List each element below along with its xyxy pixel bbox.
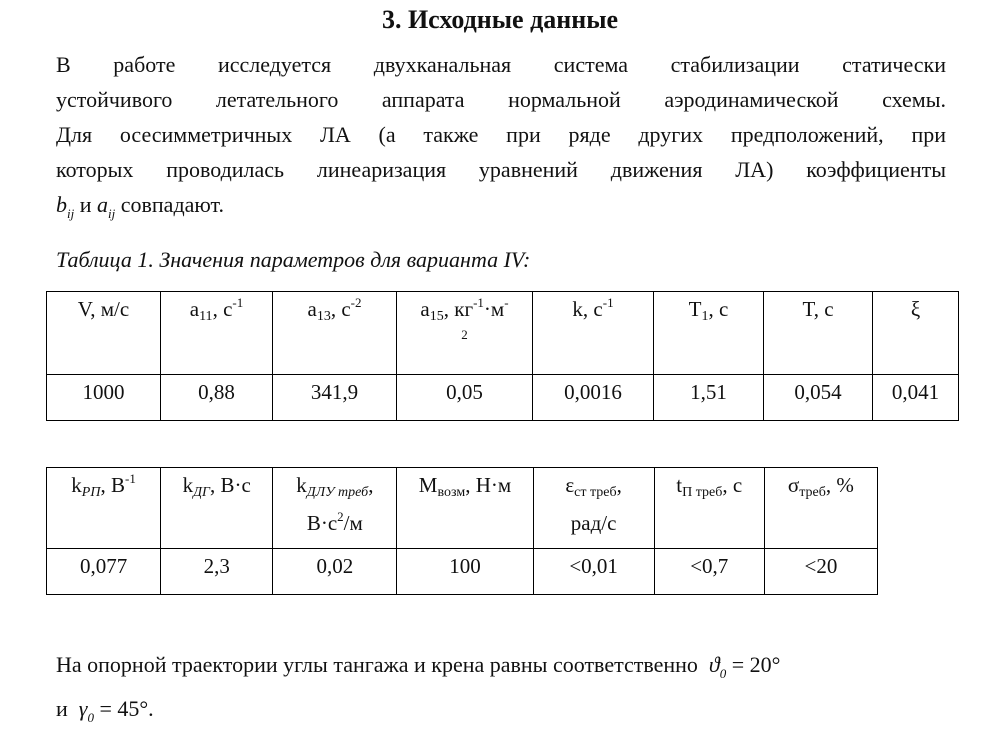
intro-line-4: которых проводилась линеаризация уравнений движения ЛА) коэффициенты	[56, 157, 946, 182]
cell-eps: <0,01	[533, 549, 654, 595]
cell-k: 0,0016	[533, 375, 654, 421]
theta-value: = 20°	[731, 652, 781, 677]
header-k-rp: kРП, $В^{-1}$	[47, 468, 161, 549]
table-header-row	[47, 292, 959, 375]
header-k-dlu: kДЛУ треб, $В\cdot с^2/м$	[273, 468, 397, 549]
cell-xi: 0,041	[873, 375, 959, 421]
table-row	[47, 375, 959, 421]
coef-b-sub: ij	[67, 206, 75, 221]
header-t1: $T_1$, с	[654, 292, 764, 375]
header-v: V, м/с	[47, 292, 161, 375]
header-a15: $a_{15}$, $кг^{-1}\cdot м^-$ 2	[397, 292, 533, 375]
closing-period: .	[148, 696, 154, 721]
intro-line-5	[56, 187, 946, 231]
header-a11: $a_{11}$, $с^{-1}$	[161, 292, 273, 375]
coef-a: a	[97, 192, 109, 217]
header-sigma: σтреб, %	[764, 468, 877, 549]
cell-m-vozm: 100	[397, 549, 533, 595]
header-k-dg: kДГ, В·с	[161, 468, 273, 549]
closing-line-2	[56, 691, 946, 735]
intro-ending: совпадают.	[120, 192, 225, 217]
table-header-row	[47, 468, 878, 549]
header-k: k, $с^{-1}$	[533, 292, 654, 375]
parameters-table	[46, 291, 959, 421]
requirements-table	[46, 467, 878, 595]
cell-k-rp: 0,077	[47, 549, 161, 595]
intro-conj: и	[79, 192, 92, 217]
closing-conj: и	[56, 696, 68, 721]
gamma-value: = 45°	[99, 696, 149, 721]
cell-a13: 341,9	[273, 375, 397, 421]
theta-sub: 0	[719, 666, 727, 681]
cell-t-p: <0,7	[654, 549, 764, 595]
gamma-sub: 0	[87, 710, 94, 725]
intro-paragraph	[56, 47, 946, 231]
cell-k-dg: 2,3	[161, 549, 273, 595]
closing-text: На опорной траектории углы тангажа и крена равны соответственно	[56, 652, 698, 677]
coef-a-sub: ij	[108, 206, 116, 221]
cell-k-dlu: 0,02	[273, 549, 397, 595]
cell-a11: 0,88	[161, 375, 273, 421]
intro-line-1: В работе исследуется двухканальная система стабилизации статически	[56, 52, 946, 77]
table-row	[47, 549, 878, 595]
table-caption: Таблица 1. Значения параметров для варианта IV:	[56, 247, 531, 272]
gamma-symbol: γ	[78, 696, 88, 721]
intro-line-3: Для осесимметричных ЛА (а также при ряде других предположений, при	[56, 122, 946, 147]
theta-symbol: ϑ	[708, 652, 720, 677]
header-a13: $a_{13}$, $с^{-2}$	[273, 292, 397, 375]
section-title: 3. Исходные данные	[381, 5, 619, 34]
closing-paragraph	[56, 647, 946, 735]
cell-sigma: <20	[764, 549, 877, 595]
header-t: T, с	[764, 292, 873, 375]
closing-line-1	[56, 647, 946, 691]
header-m-vozm: Mвозм, Н·м	[397, 468, 533, 549]
cell-a15: 0,05	[397, 375, 533, 421]
cell-t: 0,054	[764, 375, 873, 421]
coef-b: b	[56, 192, 67, 217]
header-xi: ξ	[873, 292, 959, 375]
cell-t1: 1,51	[654, 375, 764, 421]
intro-line-2: устойчивого летательного аппарата нормальной аэродинамической схемы.	[56, 87, 946, 112]
header-eps: εст треб, рад/с	[533, 468, 654, 549]
cell-v: 1000	[47, 375, 161, 421]
header-t-p: tП треб, с	[654, 468, 764, 549]
